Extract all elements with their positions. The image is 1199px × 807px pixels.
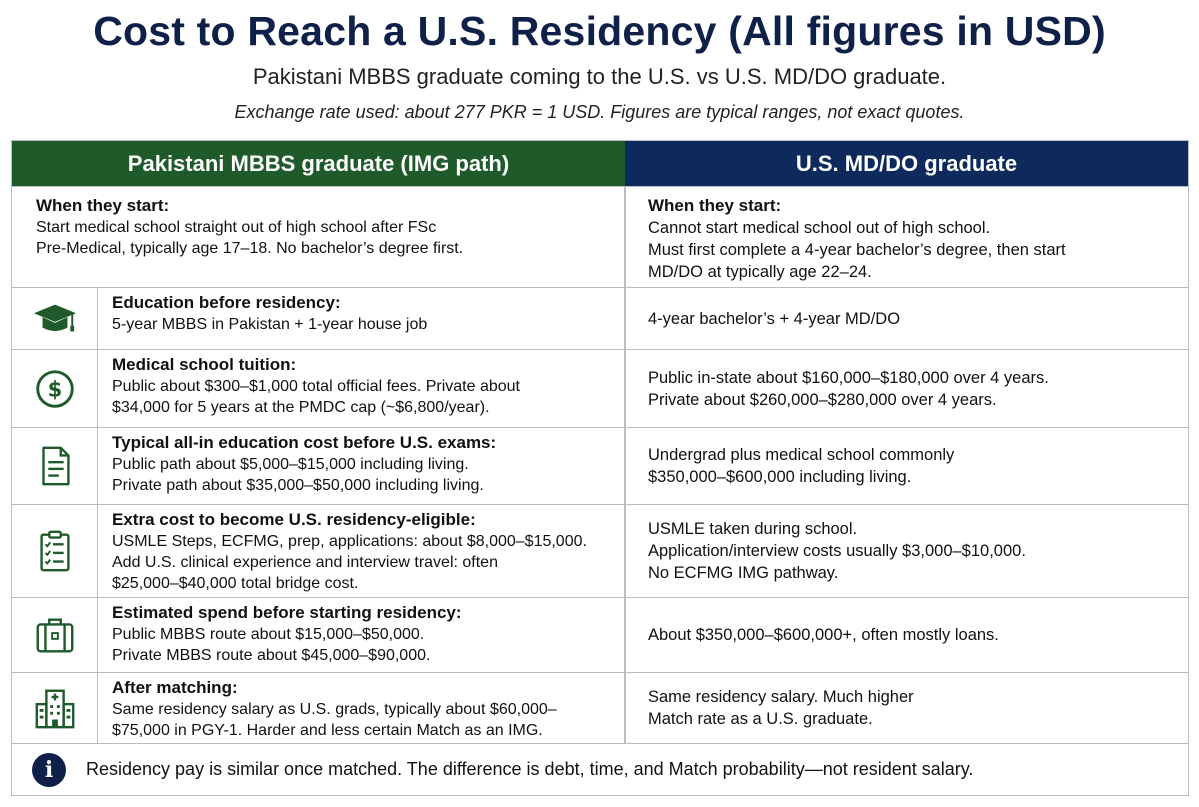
icon-cell — [12, 673, 98, 743]
row-label: After matching: — [112, 678, 238, 697]
row-text: USMLE Steps, ECFMG, prep, applications: about $8,000–$15,000. Add U.S. clinical experience and interview travel: often $25,000–$40,000 total bridge cost. — [112, 533, 587, 592]
row-text: Public MBBS route about $15,000–$50,000. Private MBBS route about $45,000–$90,000. — [112, 626, 431, 664]
row-label: Typical all-in education cost before U.S. exams: — [112, 433, 497, 452]
right-cell — [625, 428, 1188, 504]
row-text: 4-year bachelor’s + 4-year MD/DO — [648, 309, 901, 328]
table-row-when-start — [12, 186, 1188, 287]
row-text: Undergrad plus medical school commonly $350,000–$600,000 including living. — [648, 446, 955, 486]
right-cell — [625, 673, 1188, 743]
graduation-cap-icon — [32, 296, 78, 342]
row-text: Same residency salary. Much higher Match rate as a U.S. graduate. — [648, 688, 914, 728]
row-text: Same residency salary as U.S. grads, typically about $60,000– $75,000 in PGY-1. Harder and less certain Match as an IMG. — [112, 701, 557, 739]
table-row-education — [12, 287, 1188, 349]
row-label: Medical school tuition: — [112, 355, 297, 374]
table-row-extra-cost — [12, 504, 1188, 597]
row-text: Public path about $5,000–$15,000 including living. Private path about $35,000–$50,000 including living. — [112, 456, 484, 494]
document-icon — [32, 443, 78, 489]
row-text: Public about $300–$1,000 total official fees. Private about $34,000 for 5 years at the PMDC cap (~$6,800/year). — [112, 378, 520, 416]
left-cell — [98, 598, 625, 672]
hospital-building-icon — [32, 685, 78, 731]
icon-cell — [12, 505, 98, 597]
suitcase-icon — [32, 612, 78, 658]
table-row-estimated-spend — [12, 597, 1188, 672]
icon-cell — [12, 428, 98, 504]
footer-note — [12, 743, 1188, 795]
right-cell — [625, 187, 1188, 287]
row-text: USMLE taken during school. Application/interview costs usually $3,000–$10,000. No ECFMG IMG pathway. — [648, 520, 1026, 582]
comparison-table — [11, 140, 1189, 796]
exchange-rate-note: Exchange rate used: about 277 PKR = 1 USD. Figures are typical ranges, not exact quotes. — [234, 102, 965, 122]
dollar-icon — [32, 366, 78, 412]
right-cell — [625, 350, 1188, 427]
table-row-after-matching — [12, 672, 1188, 743]
icon-cell — [12, 598, 98, 672]
right-cell — [625, 288, 1188, 349]
clipboard-checklist-icon — [32, 528, 78, 574]
table-row-all-in-cost — [12, 427, 1188, 504]
right-cell — [625, 598, 1188, 672]
left-cell — [98, 673, 625, 743]
left-cell — [98, 505, 625, 597]
header-img-path: Pakistani MBBS graduate (IMG path) — [12, 141, 625, 186]
left-cell — [12, 187, 625, 287]
icon-cell — [12, 350, 98, 427]
row-text: 5-year MBBS in Pakistan + 1-year house job — [112, 316, 428, 333]
row-label: Extra cost to become U.S. residency-eligible: — [112, 510, 476, 529]
header-us-graduate: U.S. MD/DO graduate — [625, 141, 1188, 186]
row-text: About $350,000–$600,000+, often mostly loans. — [648, 626, 999, 644]
left-cell — [98, 288, 625, 349]
row-label: When they start: — [648, 196, 782, 215]
column-divider — [624, 186, 626, 743]
icon-cell — [12, 288, 98, 349]
info-icon: i — [32, 753, 66, 787]
right-cell — [625, 505, 1188, 597]
row-label: Education before residency: — [112, 293, 341, 312]
svg-text:$: $ — [47, 376, 62, 402]
left-cell — [98, 428, 625, 504]
row-label: Estimated spend before starting residency: — [112, 603, 462, 622]
table-row-tuition — [12, 349, 1188, 427]
left-cell — [98, 350, 625, 427]
row-text: Start medical school straight out of high school after FSc Pre-Medical, typically age 17–18. No bachelor’s degree first. — [36, 219, 464, 257]
page-subtitle: Pakistani MBBS graduate coming to the U.S. vs U.S. MD/DO graduate. — [252, 64, 947, 89]
row-text: Public in-state about $160,000–$180,000 over 4 years. Private about $260,000–$280,000 over 4 years. — [648, 368, 1049, 409]
row-text: Cannot start medical school out of high school. Must first complete a 4-year bachelor’s degree, then start MD/DO at typically age 22–24. — [648, 219, 1066, 281]
footer-text: Residency pay is similar once matched. The difference is debt, time, and Match probability—not resident salary. — [86, 759, 974, 779]
row-label: When they start: — [36, 196, 170, 215]
page-title: Cost to Reach a U.S. Residency (All figures in USD) — [93, 8, 1106, 54]
